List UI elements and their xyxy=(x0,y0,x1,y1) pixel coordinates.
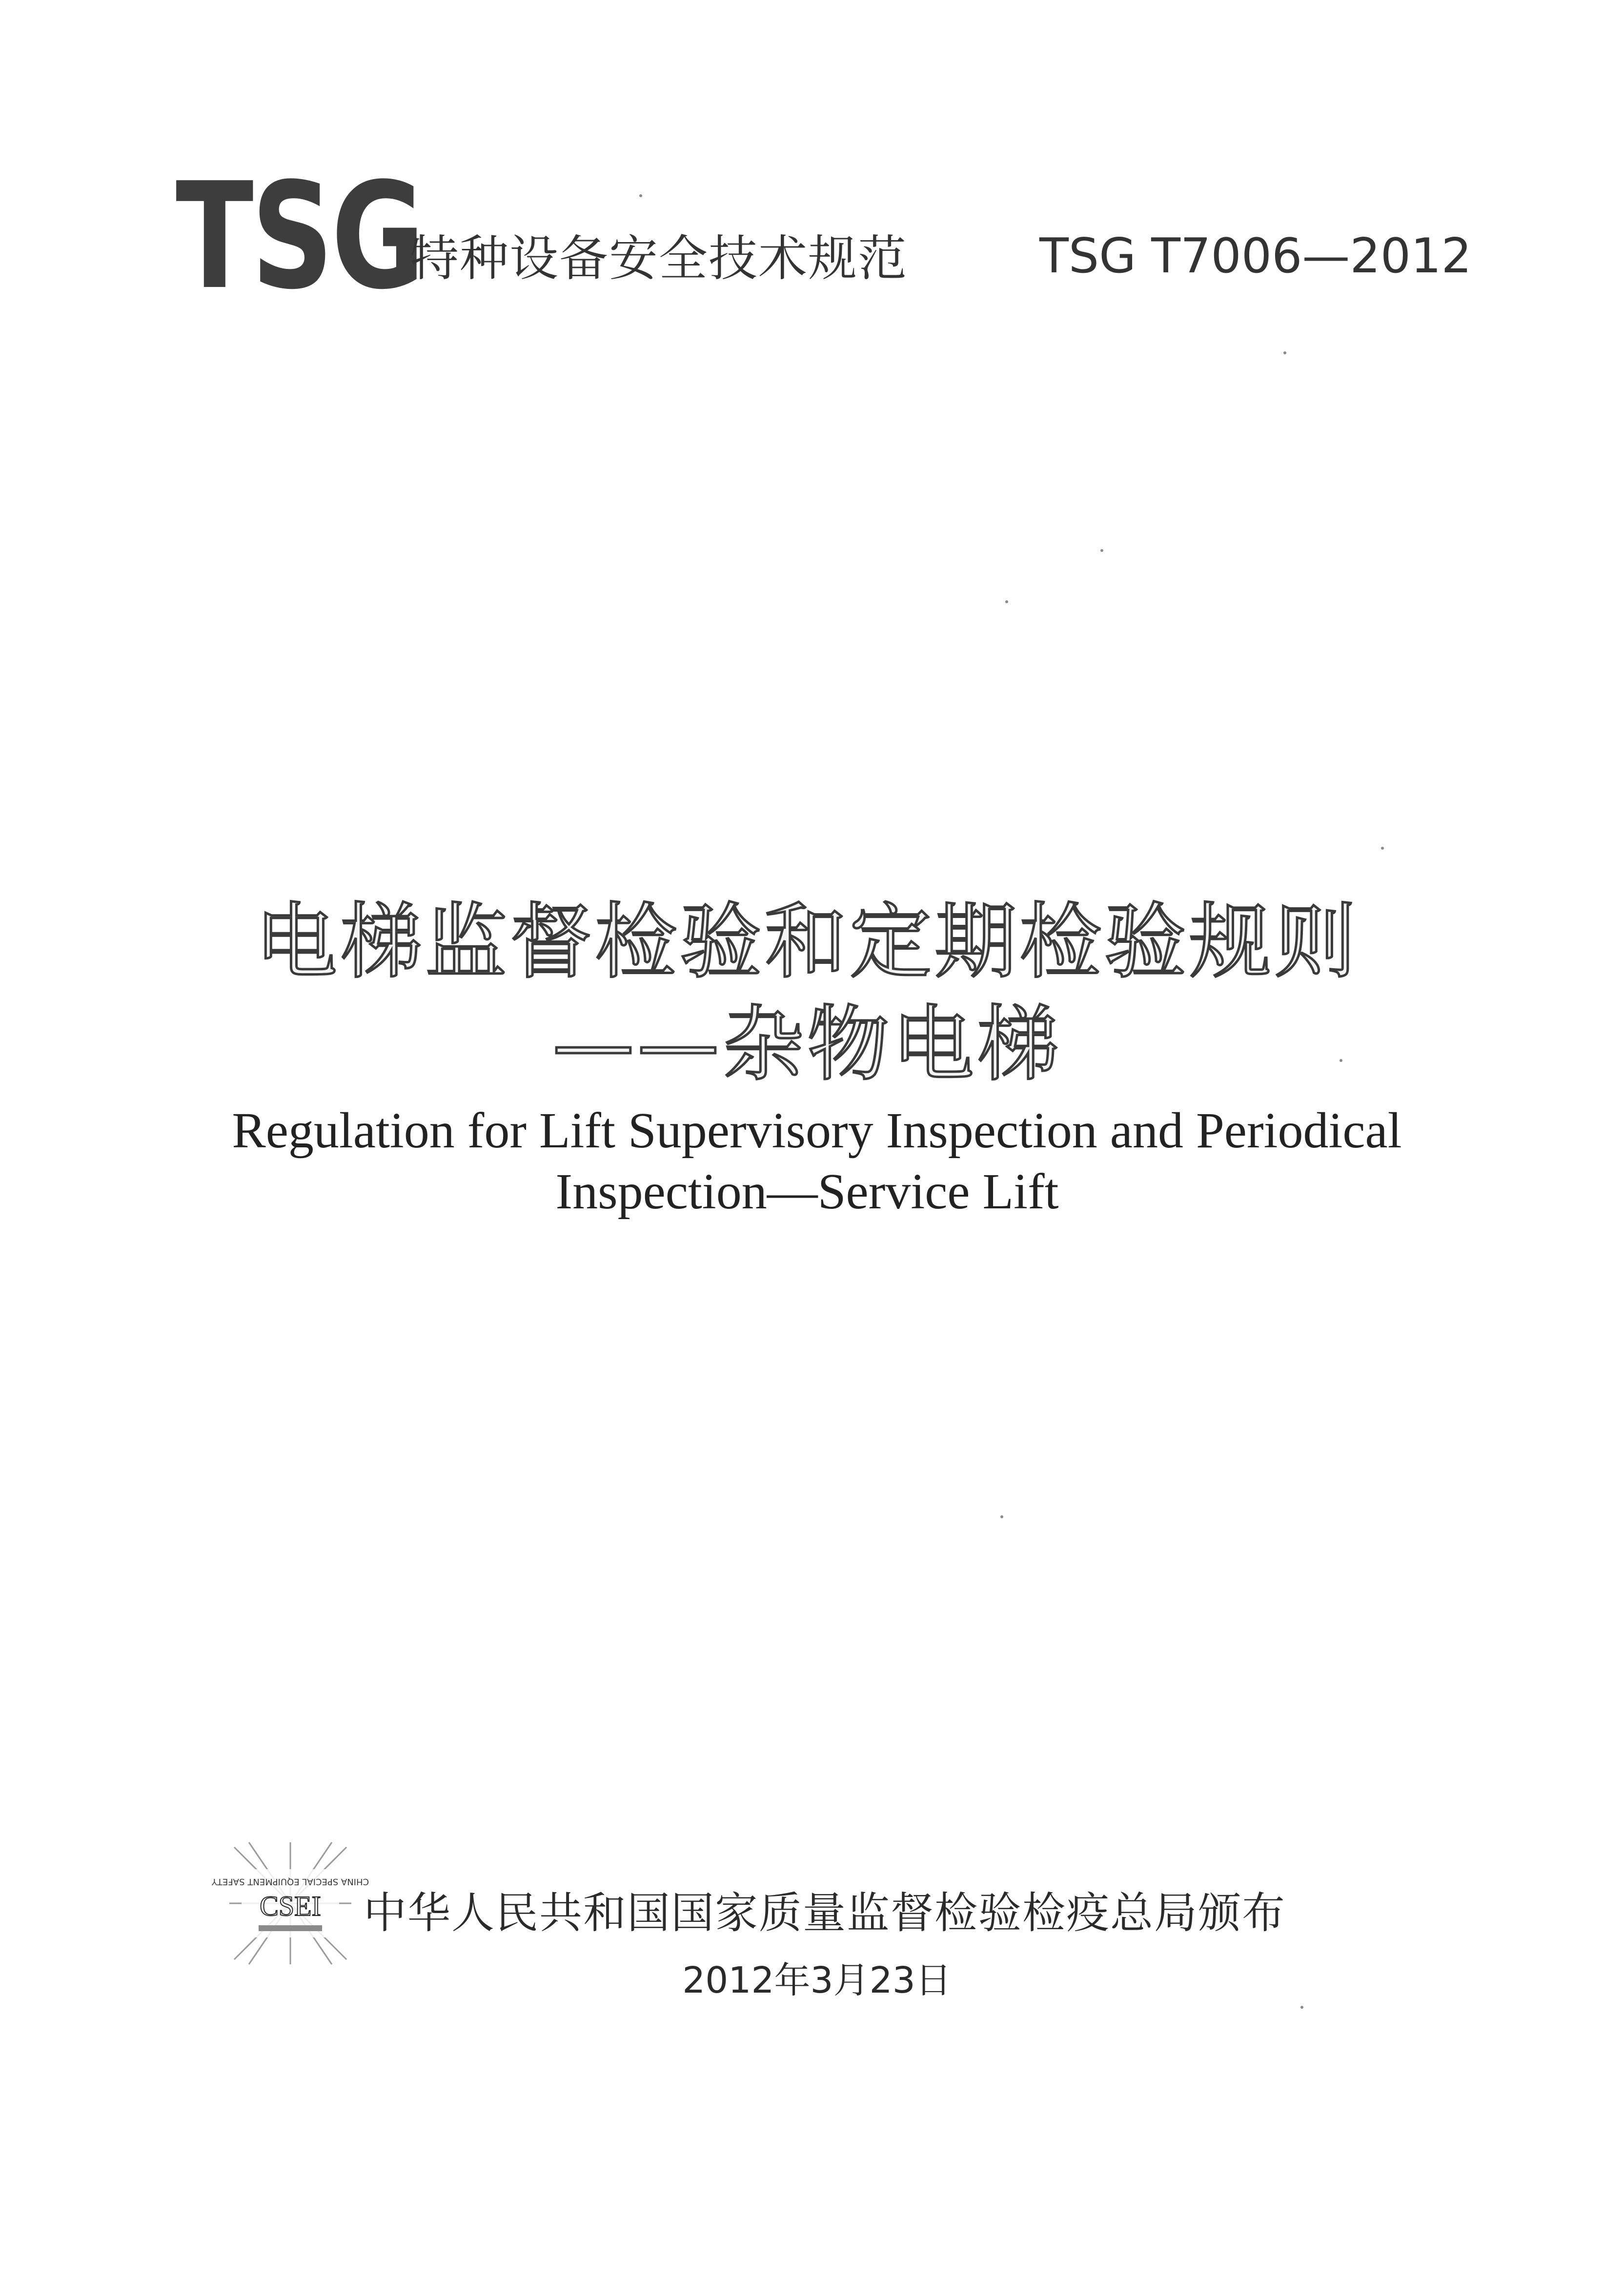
scan-speck xyxy=(1100,549,1103,552)
title-english-line-1: Regulation for Lift Supervisory Inspection and Periodical xyxy=(232,1102,1402,1159)
title-chinese-line-2: ——杂物电梯 xyxy=(552,997,1062,1092)
scan-speck xyxy=(1000,1515,1003,1518)
series-name: 特种设备安全技术规范 xyxy=(410,230,908,287)
scan-speck xyxy=(1283,351,1286,354)
title-english-line-2: Inspection—Service Lift xyxy=(555,1163,1059,1220)
scan-speck xyxy=(1005,600,1008,603)
standard-code: TSG T7006—2012 xyxy=(1039,228,1472,284)
issuer-seal-logo xyxy=(211,1842,369,1964)
scan-speck xyxy=(1300,2006,1303,2009)
scan-speck xyxy=(1381,847,1384,850)
seal-text-mid: CSEI xyxy=(260,1890,321,1922)
scan-speck xyxy=(1340,1059,1342,1062)
title-chinese-line-1: 电梯监督检验和定期检验规则 xyxy=(255,894,1359,990)
tsg-logo: TSG xyxy=(176,151,423,322)
header xyxy=(176,151,1472,322)
issue-date: 2012年3月23日 xyxy=(682,1959,952,2001)
seal-text-top: CHINA SPECIAL EQUIPMENT SAFETY xyxy=(211,1876,369,1887)
issuer-name: 中华人民共和国国家质量监督检验检疫总局颁布 xyxy=(364,1888,1286,1938)
scan-speck xyxy=(639,194,642,197)
